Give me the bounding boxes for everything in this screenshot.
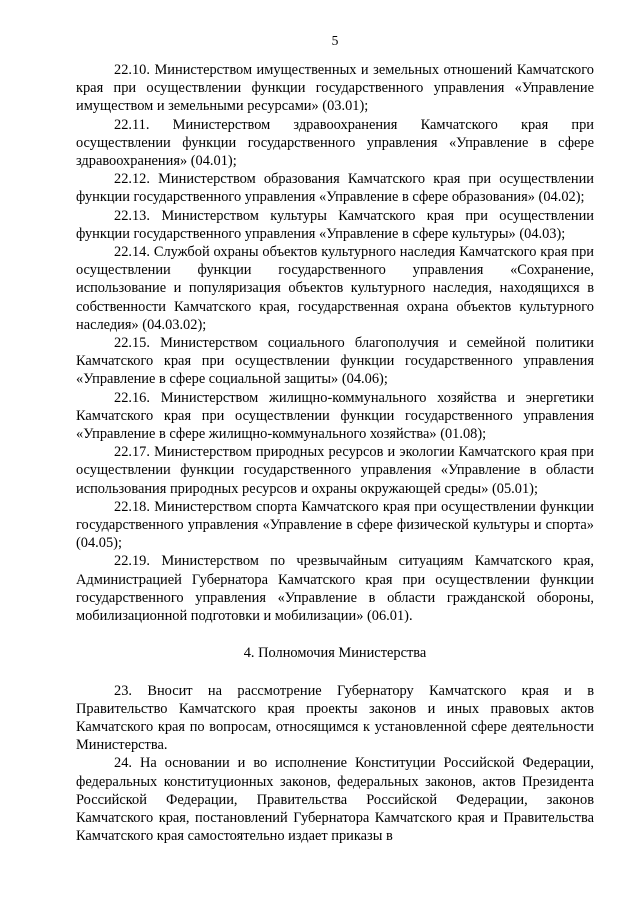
paragraph-number: 22.18. (114, 498, 150, 515)
paragraph-22-18 (76, 498, 594, 553)
paragraph-22-11 (76, 116, 594, 171)
paragraph-22-19 (76, 552, 594, 625)
paragraph-23 (76, 682, 594, 755)
paragraph-text: Министерством спорта Камчатского края при осуществлении функции государственного управления «Управление в сфере физической культуры и спорта» (04.05); (76, 498, 594, 552)
paragraph-text: Службой охраны объектов культурного наследия Камчатского края при осуществлении функции государственного управления «Сохранение, использование и популяризация объектов культурного наследия, находящихся в собственности Камчатского края, государственная охрана объектов культурного наследия» (04.03.02); (76, 244, 594, 333)
paragraph-text: Министерством здравоохранения Камчатского края при осуществлении функции государственного управления «Управление в сфере здравоохранения» (04.01); (76, 116, 594, 170)
paragraph-number: 22.15. (114, 335, 150, 352)
paragraph-number: 22.14. (114, 244, 150, 261)
paragraph-number: 22.13. (114, 207, 150, 224)
section-heading: 4. Полномочия Министерства (243, 645, 427, 662)
paragraph-number: 22.10. (114, 62, 150, 78)
paragraph-22-15 (76, 334, 594, 389)
paragraph-number: 22.16. (114, 389, 150, 406)
paragraph-22-17 (76, 443, 594, 498)
paragraph-number: 22.17. (114, 444, 150, 461)
paragraph-number: 24. (114, 755, 132, 772)
paragraph-22-13 (76, 207, 594, 243)
document-body (76, 61, 594, 845)
page-number: 5 (331, 33, 339, 48)
paragraph-number: 22.12. (114, 171, 150, 188)
paragraph-text: Вносит на рассмотрение Губернатору Камчатского края и в Правительство Камчатского края проекты законов и иных правовых актов Камчатского края по вопросам, относящимся к установленной сфере деятельности Министерства. (76, 682, 594, 754)
paragraph-text: Министерством по чрезвычайным ситуациям Камчатского края, Администрацией Губернатора Камчатского края при осуществлении функции государственного управления «Управление в области гражданской обороны, мобилизационной подготовки и мобилизации» (06.01). (76, 553, 594, 625)
paragraph-22-12 (76, 170, 594, 206)
paragraph-text: Министерством жилищно-коммунального хозяйства и энергетики Камчатского края при осуществлении функции государственного управления «Управление в сфере жилищно-коммунального хозяйства» (01.08); (76, 389, 594, 443)
paragraph-22-14 (76, 243, 594, 334)
paragraph-text: Министерством природных ресурсов и экологии Камчатского края при осуществлении функции государственного управления «Управление в области использования природных ресурсов и охраны окружающей среды» (05.01); (76, 444, 594, 497)
paragraph-24 (76, 754, 594, 845)
paragraph-text: Министерством культуры Камчатского края при осуществлении функции государственного управления «Управление в сфере культуры» (04.03); (76, 207, 594, 242)
paragraph-22-16 (76, 389, 594, 444)
paragraph-text: На основании и во исполнение Конституции Российской Федерации, федеральных конституционных законов, федеральных законов, актов Президента Российской Федерации, Правительства Российской Федерации, законов Камчатского края, постановлений Губернатора Камчатского края и Правительства Камчатского края самостоятельно издает приказы в (76, 755, 594, 845)
paragraph-text: Министерством образования Камчатского края при осуществлении функции государственного управления «Управление в сфере образования» (04.02); (76, 171, 594, 206)
paragraph-number: 22.19. (114, 553, 150, 570)
paragraph-text: Министерством социального благополучия и семейной политики Камчатского края при осуществлении функции государственного управления «Управление в сфере социальной защиты» (04.06); (76, 335, 594, 388)
paragraph-number: 23. (114, 682, 132, 699)
paragraph-22-10 (76, 61, 594, 116)
paragraph-number: 22.11. (114, 116, 150, 133)
paragraph-text: Министерством имущественных и земельных отношений Камчатского края при осуществлении функции государственного управления «Управление имуществом и земельными ресурсами» (03.01); (76, 62, 594, 115)
